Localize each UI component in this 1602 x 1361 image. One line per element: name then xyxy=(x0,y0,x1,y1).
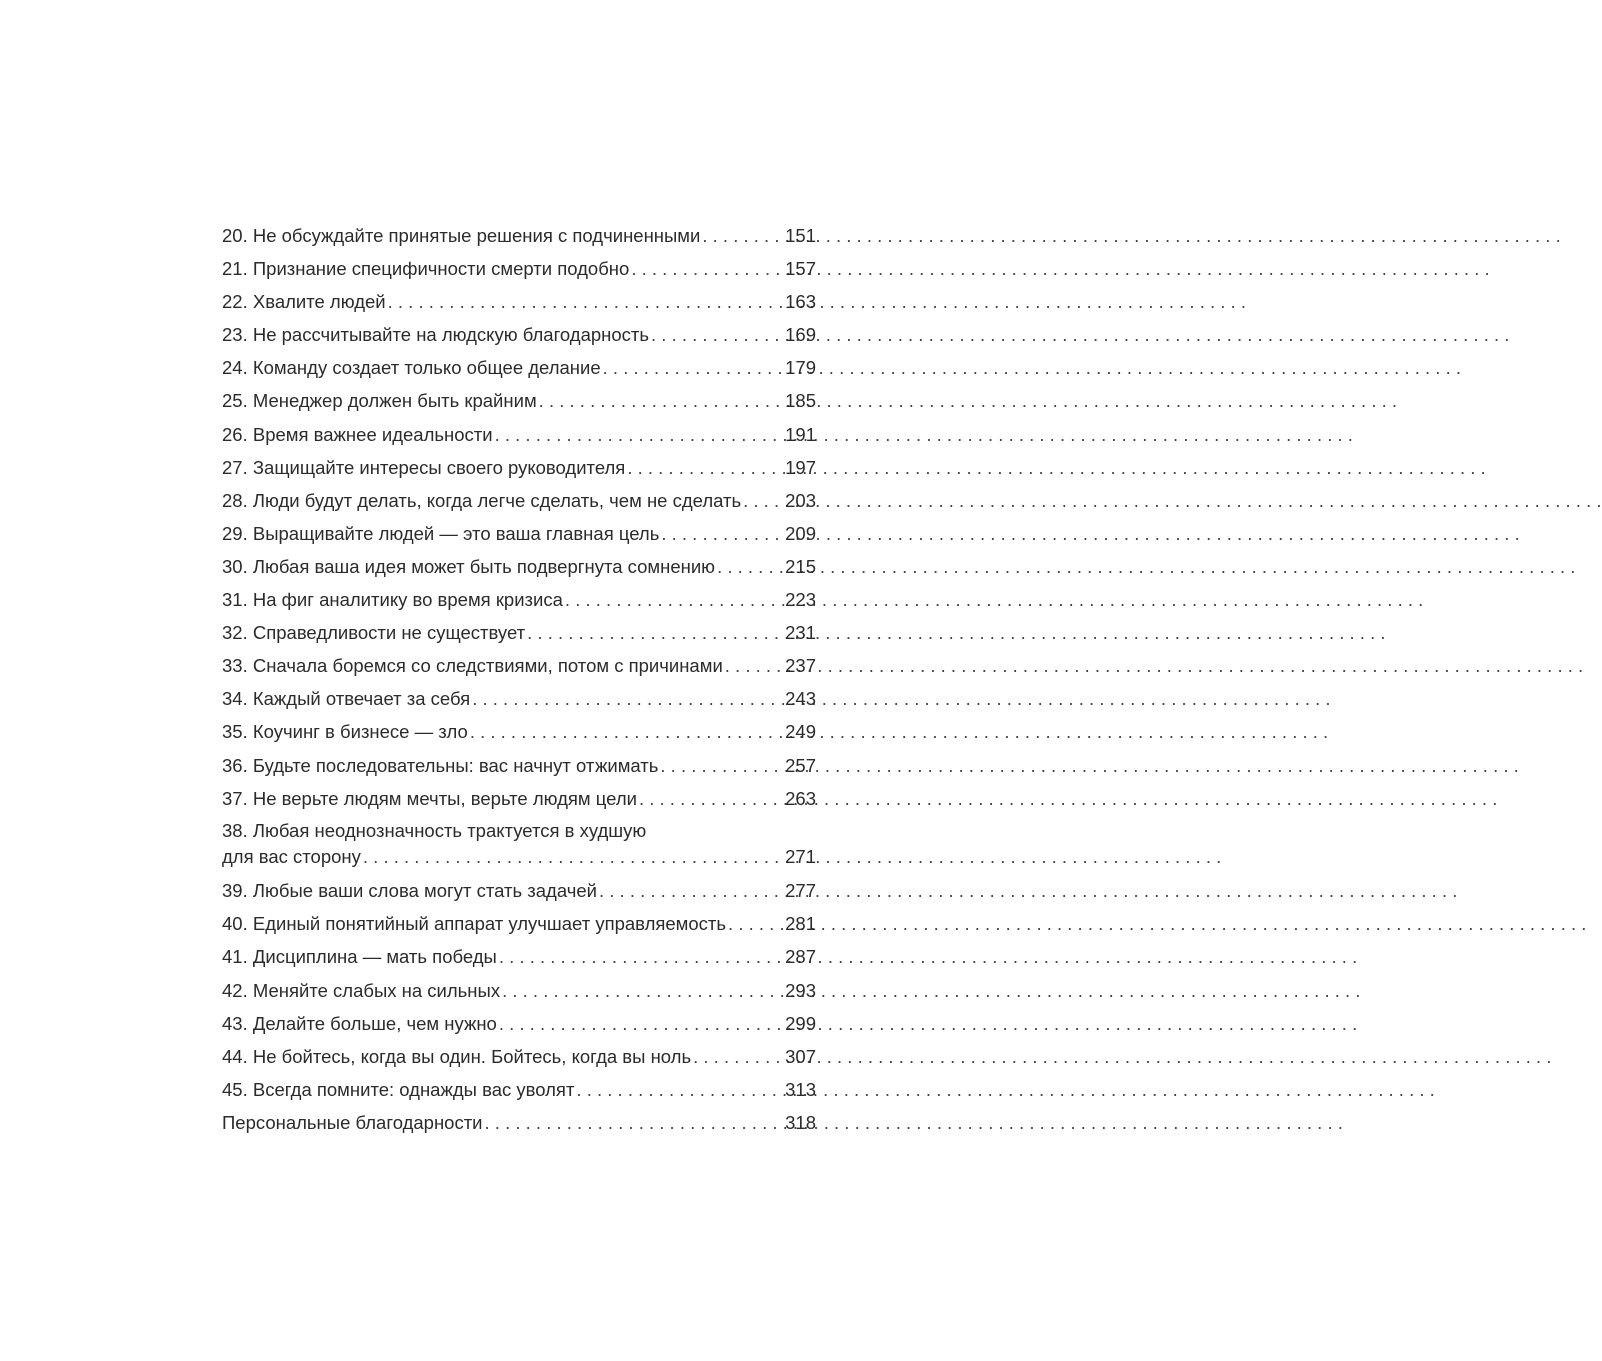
toc-entry-title: 31. На фиг аналитику во время кризиса xyxy=(222,589,563,611)
toc-entry-page: 191 xyxy=(785,423,816,445)
toc-entry xyxy=(222,974,816,1007)
toc-entry xyxy=(222,749,816,782)
table-of-contents xyxy=(222,219,816,1139)
toc-entry-page: 257 xyxy=(785,754,816,776)
toc-entry-page: 223 xyxy=(785,589,816,611)
toc-entry-title: 41. Дисциплина — мать победы xyxy=(222,946,497,968)
toc-entry xyxy=(222,384,816,417)
toc-entry xyxy=(222,219,816,252)
toc-entry xyxy=(222,285,816,318)
dot-leader xyxy=(499,1007,783,1040)
toc-entry-page: 299 xyxy=(785,1012,816,1034)
toc-entry-title: Персональные благодарности xyxy=(222,1111,483,1133)
toc-entry-title: для вас сторону xyxy=(222,846,361,868)
dot-leader xyxy=(499,940,783,973)
dot-leader xyxy=(627,451,783,484)
toc-entry-page: 243 xyxy=(785,688,816,710)
toc-entry-page: 179 xyxy=(785,357,816,379)
toc-entry-page: 197 xyxy=(785,456,816,478)
toc-entry xyxy=(222,318,816,351)
dot-leader xyxy=(728,907,783,940)
toc-entry xyxy=(222,418,816,451)
toc-entry xyxy=(222,583,816,616)
toc-entry-page: 313 xyxy=(785,1078,816,1100)
toc-entry-title-line1: 38. Любая неоднозначность трактуется в худшую xyxy=(222,819,647,841)
toc-entry-page: 277 xyxy=(785,880,816,902)
toc-entry-page: 307 xyxy=(785,1045,816,1067)
dot-leader xyxy=(702,219,783,252)
toc-entry-page: 287 xyxy=(785,946,816,968)
toc-entry xyxy=(222,1106,816,1139)
toc-entry-title: 23. Не рассчитывайте на людскую благодарность xyxy=(222,324,650,346)
dot-leader xyxy=(485,1106,784,1139)
toc-entry-title: 30. Любая ваша идея может быть подвергнута сомнению xyxy=(222,555,716,577)
toc-entry-title: 35. Коучинг в бизнесе — зло xyxy=(222,721,468,743)
toc-entry xyxy=(222,351,816,384)
dot-leader xyxy=(660,749,783,782)
dot-leader xyxy=(717,550,783,583)
toc-entry xyxy=(222,940,816,973)
toc-entry-page: 293 xyxy=(785,979,816,1001)
toc-entry-page: 318 xyxy=(785,1111,816,1133)
dot-leader xyxy=(495,418,784,451)
toc-entry-title: 45. Всегда помните: однажды вас уволят xyxy=(222,1078,575,1100)
dot-leader xyxy=(472,682,783,715)
toc-entry xyxy=(222,649,816,682)
toc-entry xyxy=(222,550,816,583)
toc-entry-page: 231 xyxy=(785,622,816,644)
dot-leader xyxy=(639,782,783,815)
toc-entry xyxy=(222,1007,816,1040)
dot-leader xyxy=(743,484,783,517)
toc-entry-title: 22. Хвалите людей xyxy=(222,291,386,313)
dot-leader xyxy=(363,844,783,871)
dot-leader xyxy=(576,1073,783,1106)
toc-entry-title: 21. Признание специфичности смерти подобно xyxy=(222,258,630,280)
dot-leader xyxy=(631,252,783,285)
toc-entry xyxy=(222,907,816,940)
toc-entry xyxy=(222,616,816,649)
toc-entry-title: 24. Команду создает только общее делание xyxy=(222,357,601,379)
toc-entry-page: 169 xyxy=(785,324,816,346)
toc-entry-page: 203 xyxy=(785,489,816,511)
dot-leader xyxy=(661,517,783,550)
toc-entry-title: 26. Время важнее идеальности xyxy=(222,423,493,445)
toc-entry-page: 271 xyxy=(785,846,816,868)
toc-entry-page: 237 xyxy=(785,655,816,677)
toc-entry-page: 209 xyxy=(785,522,816,544)
toc-entry xyxy=(222,484,816,517)
toc-entry-title: 39. Любые ваши слова могут стать задачей xyxy=(222,880,597,902)
toc-entry-title: 27. Защищайте интересы своего руководителя xyxy=(222,456,626,478)
dot-leader xyxy=(539,384,783,417)
toc-entry-title: 20. Не обсуждайте принятые решения с подчиненными xyxy=(222,225,701,246)
toc-entry xyxy=(222,782,816,815)
dot-leader xyxy=(603,351,783,384)
toc-entry xyxy=(222,517,816,550)
toc-entry xyxy=(222,815,816,875)
toc-entry-title: 29. Выращивайте людей — это ваша главная цель xyxy=(222,522,660,544)
dot-leader xyxy=(527,616,783,649)
toc-entry-title: 28. Люди будут делать, когда легче сделать, чем не сделать xyxy=(222,489,742,511)
toc-entry-page: 263 xyxy=(785,787,816,809)
toc-entry-title: 25. Менеджер должен быть крайним xyxy=(222,390,537,412)
toc-entry xyxy=(222,451,816,484)
dot-leader xyxy=(388,285,784,318)
toc-entry-title: 42. Меняйте слабых на сильных xyxy=(222,979,501,1001)
toc-entry xyxy=(222,252,816,285)
toc-entry-page: 185 xyxy=(785,390,816,412)
dot-leader xyxy=(651,318,783,351)
dot-leader xyxy=(599,874,783,907)
toc-entry-title: 34. Каждый отвечает за себя xyxy=(222,688,471,710)
toc-entry-page: 157 xyxy=(785,258,816,280)
toc-entry xyxy=(222,1040,816,1073)
toc-entry-title: 44. Не бойтесь, когда вы один. Бойтесь, когда вы ноль xyxy=(222,1045,692,1067)
dot-leader xyxy=(565,583,783,616)
dot-leader xyxy=(693,1040,783,1073)
toc-entry xyxy=(222,1073,816,1106)
toc-entry-title: 32. Справедливости не существует xyxy=(222,622,526,644)
toc-entry-title: 40. Единый понятийный аппарат улучшает управляемость xyxy=(222,913,727,935)
toc-entry-page: 249 xyxy=(785,721,816,743)
toc-entry xyxy=(222,715,816,748)
toc-entry-title: 43. Делайте больше, чем нужно xyxy=(222,1012,497,1034)
toc-entry xyxy=(222,682,816,715)
toc-entry-title: 36. Будьте последовательны: вас начнут отжимать xyxy=(222,754,659,776)
toc-entry-page: 281 xyxy=(785,913,816,935)
dot-leader xyxy=(725,649,783,682)
toc-entry-page: 151 xyxy=(785,225,816,246)
toc-entry xyxy=(222,874,816,907)
dot-leader xyxy=(502,974,783,1007)
toc-entry-title: 37. Не верьте людям мечты, верьте людям цели xyxy=(222,787,637,809)
toc-entry-page: 163 xyxy=(785,291,816,313)
toc-entry-title: 33. Сначала боремся со следствиями, потом с причинами xyxy=(222,655,723,677)
toc-entry-page: 215 xyxy=(785,555,816,577)
dot-leader xyxy=(470,715,783,748)
